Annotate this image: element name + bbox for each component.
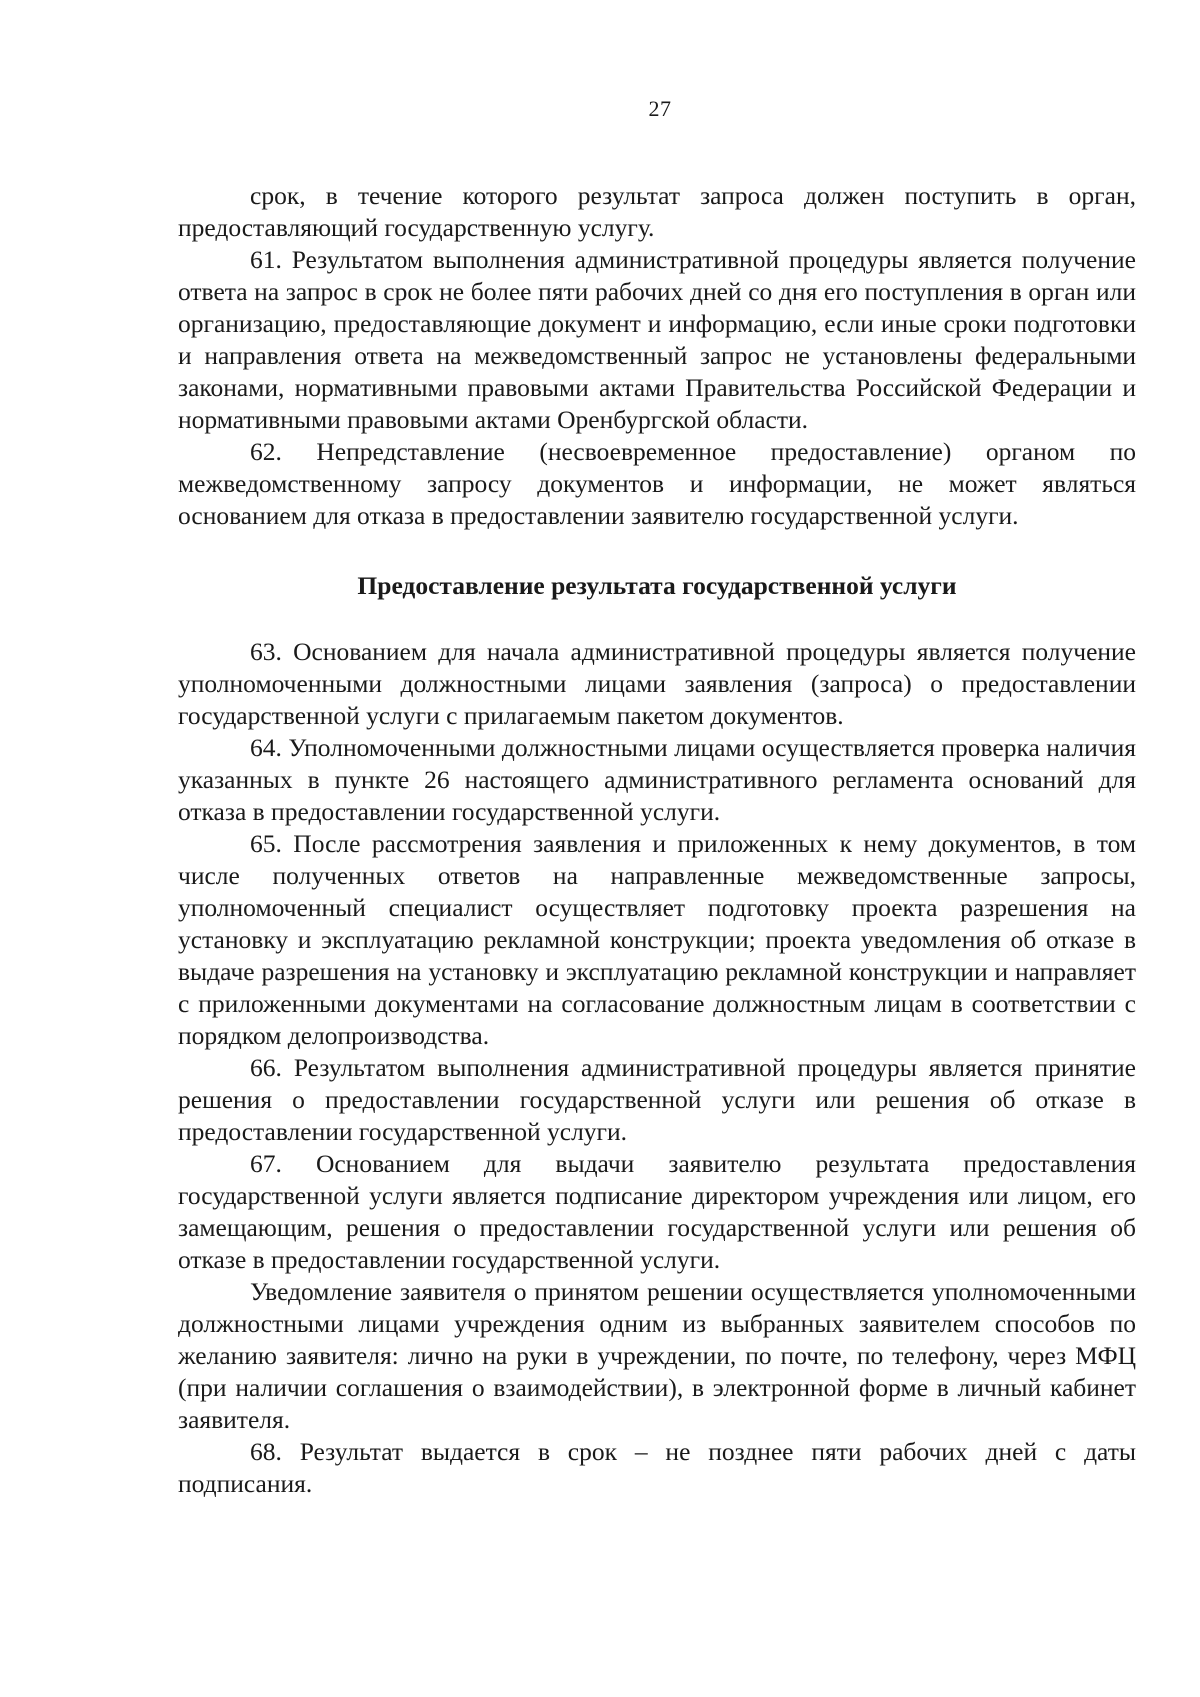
paragraph-65: 65. После рассмотрения заявления и приложенных к нему документов, в том числе полученных ответов на направленные межведомственные запросы, уполномоченный специалист осуществляет подготовку проекта разрешения на установку и эксплуатацию рекламной конструкции; проекта уведомления об отказе в выдаче разрешения на установку и эксплуатацию рекламной конструкции и направляет с приложенными документами на согласование должностным лицам в соответствии с порядком делопроизводства. (178, 829, 1136, 1050)
paragraph-63: 63. Основанием для начала административной процедуры является получение уполномоченными должностными лицами заявления (запроса) о предоставлении государственной услуги с прилагаемым пакетом документов. (178, 637, 1136, 730)
paragraph-61: 61. Результатом выполнения административной процедуры является получение ответа на запрос в срок не более пяти рабочих дней со дня его поступления в орган или организацию, предоставляющие документ и информацию, если иные сроки подготовки и направления ответа на межведомственный запрос не установлены федеральными законами, нормативными правовыми актами Правительства Российской Федерации и нормативными правовыми актами Оренбургской области. (178, 245, 1136, 434)
paragraph-notification: Уведомление заявителя о принятом решении осуществляется уполномоченными должностными лицами учреждения одним из выбранных заявителем способов по желанию заявителя: лично на руки в учреждении, по почте, по телефону, через МФЦ (при наличии соглашения о взаимодействии), в электронной форме в личный кабинет заявителя. (178, 1277, 1136, 1434)
paragraph-66: 66. Результатом выполнения административной процедуры является принятие решения о предоставлении государственной услуги или решения об отказе в предоставлении государственной услуги. (178, 1053, 1136, 1146)
paragraph-68: 68. Результат выдается в срок – не позднее пяти рабочих дней с даты подписания. (178, 1437, 1136, 1498)
paragraph-64: 64. Уполномоченными должностными лицами осуществляется проверка наличия указанных в пункте 26 настоящего административного регламента оснований для отказа в предоставлении государственной услуги. (178, 733, 1136, 826)
paragraph-continuation: срок, в течение которого результат запроса должен поступить в орган, предоставляющий государственную услугу. (178, 181, 1136, 242)
document-body (178, 180, 1136, 1500)
page-number: 27 (648, 96, 672, 121)
section-heading: Предоставление результата государственной услуги (357, 571, 957, 600)
paragraph-62: 62. Непредставление (несвоевременное предоставление) органом по межведомственному запросу документов и информации, не может являться основанием для отказа в предоставлении заявителю государственной услуги. (178, 437, 1136, 530)
paragraph-67: 67. Основанием для выдачи заявителю результата предоставления государственной услуги является подписание директором учреждения или лицом, его замещающим, решения о предоставлении государственной услуги или решения об отказе в предоставлении государственной услуги. (178, 1149, 1136, 1274)
